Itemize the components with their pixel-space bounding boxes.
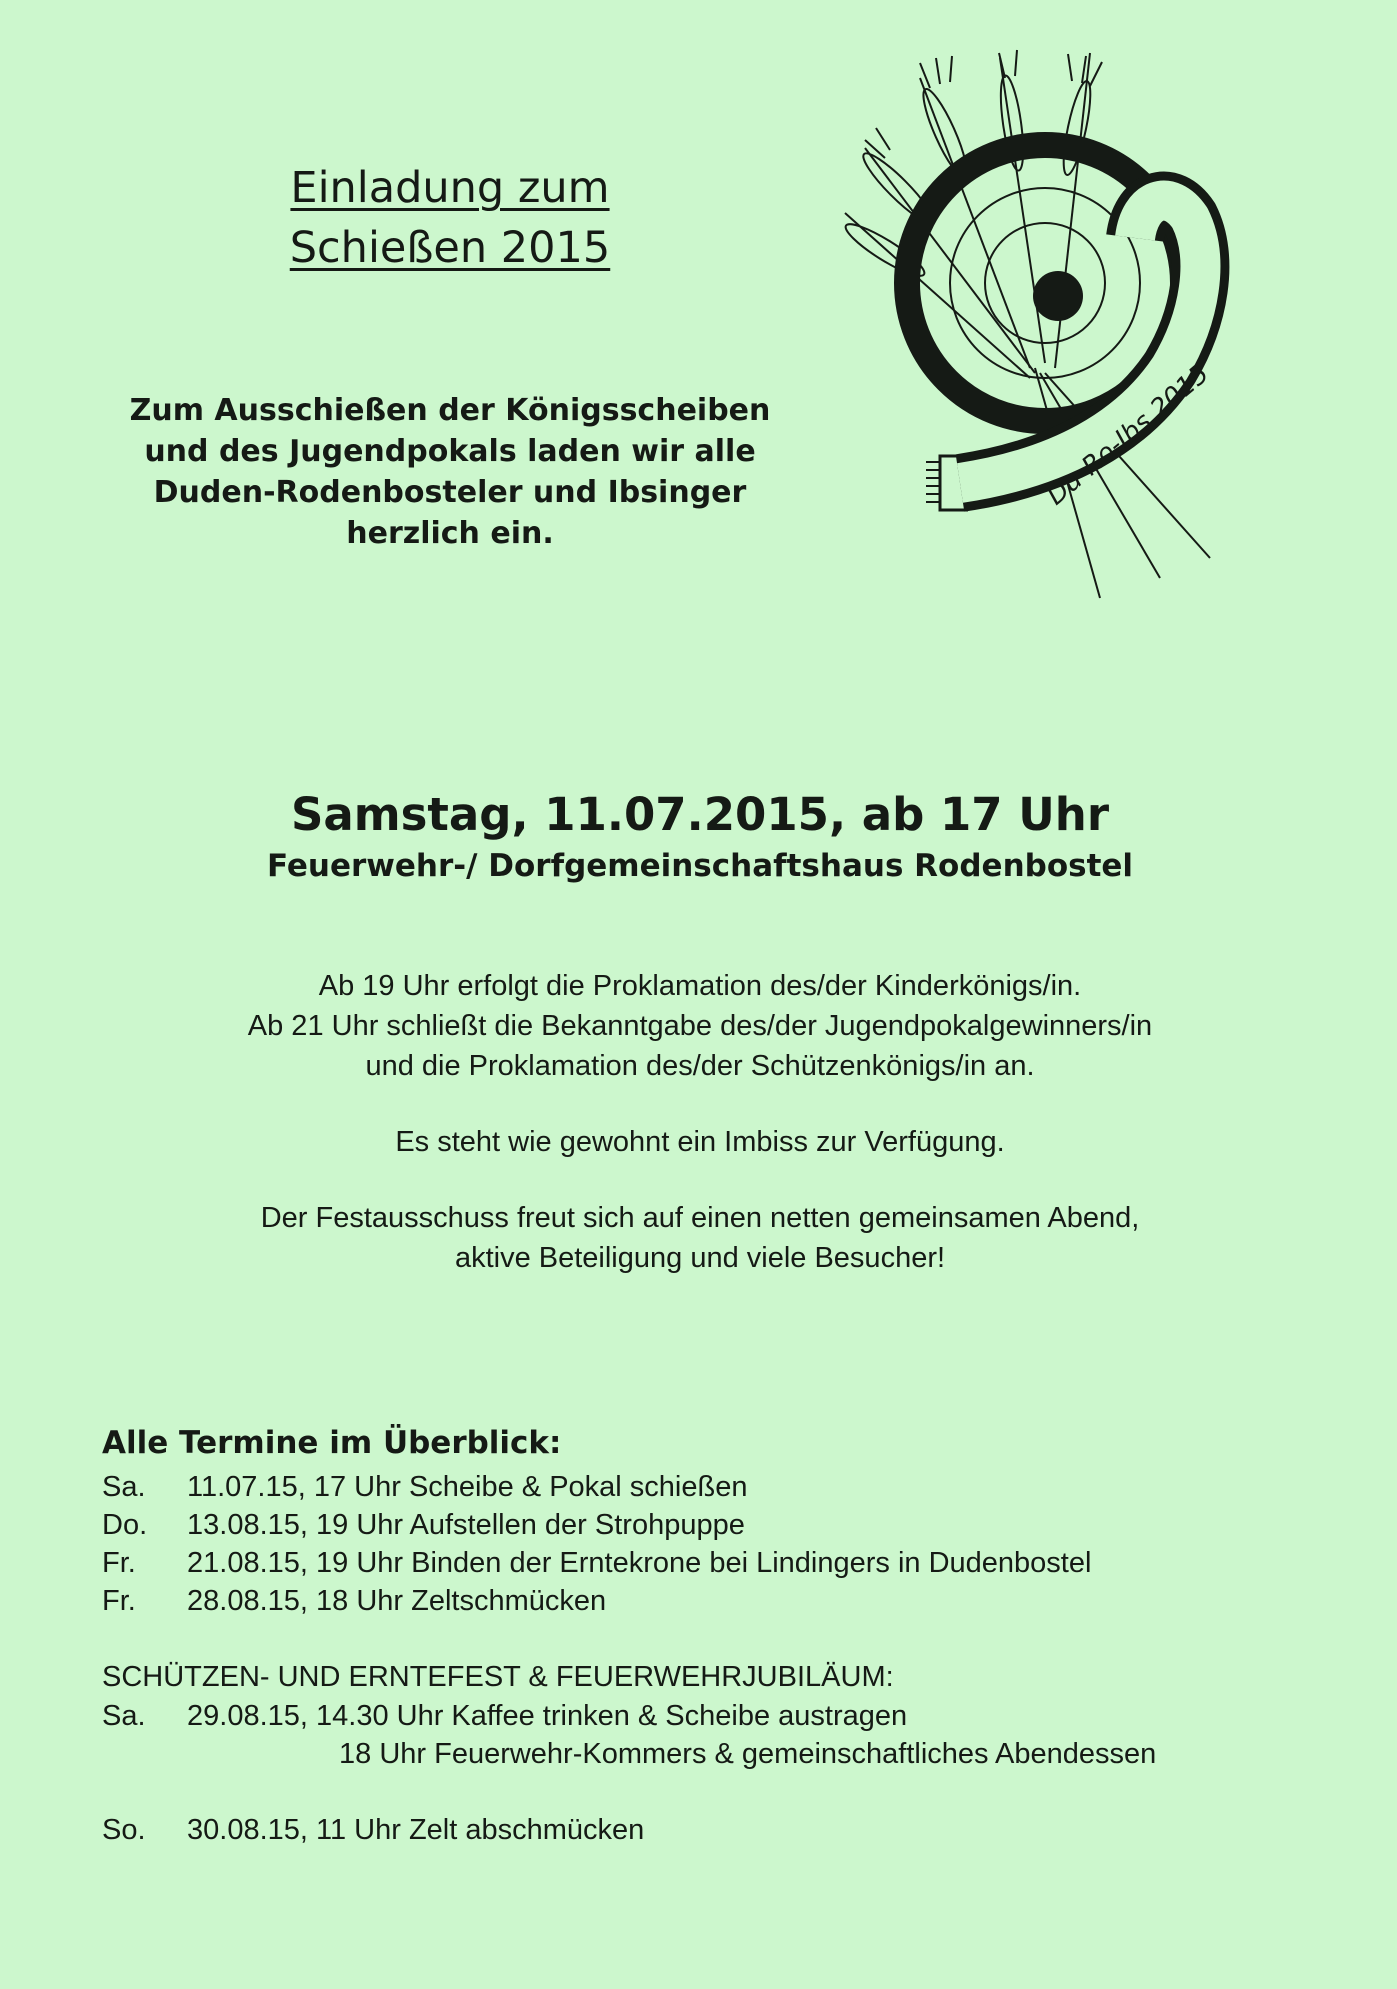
text-line: Der Festausschuss freut sich auf einen netten gemeinsamen Abend, bbox=[260, 1202, 1140, 1234]
intro-line: und des Jugendpokals laden wir alle bbox=[144, 434, 756, 469]
schedule-row bbox=[102, 1544, 1302, 1582]
schedule-day: Sa. bbox=[102, 1700, 146, 1732]
intro-line: herzlich ein. bbox=[346, 516, 554, 551]
fest-heading: SCHÜTZEN- UND ERNTEFEST & FEUERWEHRJUBILÄUM: bbox=[102, 1661, 894, 1693]
wheat-icon bbox=[841, 50, 1210, 598]
schedule-text: 21.08.15, 19 Uhr Binden der Erntekrone bei Lindingers in Dudenbostel bbox=[187, 1547, 1092, 1579]
intro-line: Duden-Rodenbosteler und Ibsinger bbox=[153, 475, 747, 510]
closing-text bbox=[100, 1198, 1300, 1278]
text-line: Ab 21 Uhr schließt die Bekanntgabe des/der Jugendpokalgewinners/in bbox=[247, 1010, 1153, 1042]
schedule-text: 28.08.15, 18 Uhr Zeltschmücken bbox=[187, 1585, 607, 1617]
text-line: und die Proklamation des/der Schützenkönigs/in an. bbox=[365, 1050, 1035, 1082]
schedule-heading: Alle Termine im Überblick: bbox=[102, 1425, 562, 1461]
title-line-1: Einladung zum bbox=[290, 163, 610, 213]
scarf-banner-icon bbox=[926, 201, 1200, 510]
schedule-day: So. bbox=[102, 1814, 146, 1846]
schedule-text: 13.08.15, 19 Uhr Aufstellen der Strohpuppe bbox=[187, 1509, 745, 1541]
schedule-row bbox=[102, 1506, 1302, 1544]
banner-text: Du-Ro-Ibs 2015 bbox=[1041, 358, 1215, 512]
schedule-row bbox=[102, 1697, 1302, 1735]
proclamation-text bbox=[100, 966, 1300, 1086]
schedule-day: Do. bbox=[102, 1509, 148, 1541]
text-line: aktive Beteiligung und viele Besucher! bbox=[454, 1242, 946, 1274]
page-title bbox=[250, 158, 650, 278]
schedule-section bbox=[102, 1418, 1302, 1849]
event-venue: Feuerwehr-/ Dorfgemeinschaftshaus Rodenbostel bbox=[266, 848, 1134, 884]
intro-text bbox=[100, 390, 800, 554]
schedule-text: 29.08.15, 14.30 Uhr Kaffee trinken & Scheibe austragen bbox=[187, 1700, 908, 1732]
schedule-day: Sa. bbox=[102, 1471, 146, 1503]
text-line: Ab 19 Uhr erfolgt die Proklamation des/der Kinderkönigs/in. bbox=[318, 970, 1082, 1002]
schedule-row bbox=[102, 1811, 1302, 1849]
schedule-text: 30.08.15, 11 Uhr Zelt abschmücken bbox=[187, 1814, 645, 1846]
intro-line: Zum Ausschießen der Königsscheiben bbox=[129, 393, 771, 428]
schedule-text: 11.07.15, 17 Uhr Scheibe & Pokal schießen bbox=[187, 1471, 748, 1503]
event-date: Samstag, 11.07.2015, ab 17 Uhr bbox=[290, 788, 1110, 841]
schedule-day: Fr. bbox=[102, 1585, 136, 1617]
schedule-day: Fr. bbox=[102, 1547, 136, 1579]
club-logo bbox=[790, 38, 1290, 618]
snack-text: Es steht wie gewohnt ein Imbiss zur Verfügung. bbox=[395, 1126, 1005, 1158]
title-line-2: Schießen 2015 bbox=[289, 223, 611, 273]
schedule-row bbox=[102, 1582, 1302, 1620]
schedule-row bbox=[102, 1468, 1302, 1506]
schedule-text: 18 Uhr Feuerwehr-Kommers & gemeinschaftliches Abendessen bbox=[339, 1738, 1157, 1770]
